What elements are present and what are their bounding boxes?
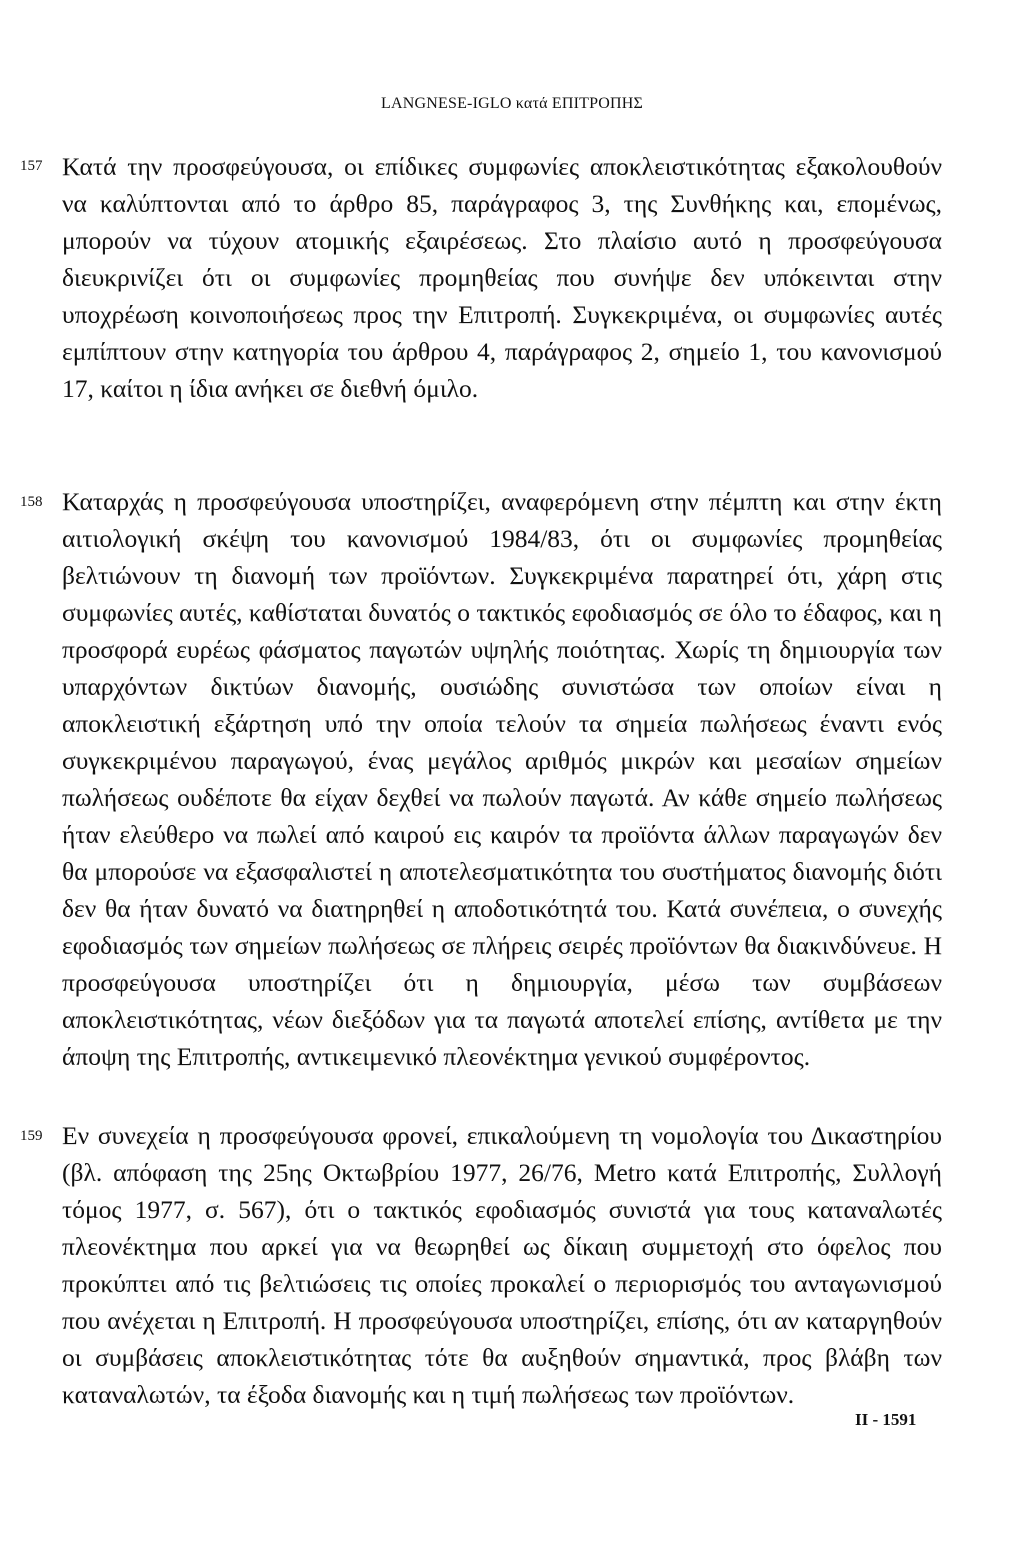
paragraph-number-159: 159 [20, 1128, 43, 1144]
paragraph-number-158: 158 [20, 494, 43, 510]
running-header: LANGNESE-IGLO κατά ΕΠΙΤΡΟΠΗΣ [381, 95, 643, 112]
paragraph-158: Καταρχάς η προσφεύγουσα υποστηρίζει, αναφερόμενη στην πέμπτη και στην έκτη αιτιολογική σκέψη του κανονισμού 1984/83, ότι οι συμφωνίες προμηθείας βελτιώνουν τη διανομή των προϊόντων. Συγκεκριμένα παρατηρεί ότι, χάρη στις συμφωνίες αυτές, καθίσταται δυνατός ο τακτικός εφοδιασμός σε όλο το έδαφος, και η προσφορά ευρέως φάσματος παγωτών υψηλής ποιότητας. Χωρίς τη δημιουργία των υπαρχόντων δικτύων διανομής, ουσιώδης συνιστώσα των οποίων είναι η αποκλειστική εξάρτηση υπό την οποία τελούν τα σημεία πωλήσεως έναντι ενός συγκεκριμένου παραγωγού, ένας μεγάλος αριθμός μικρών και μεσαίων σημείων πωλήσεως ουδέποτε θα είχαν δεχθεί να πωλούν παγωτά. Αν κάθε σημείο πωλήσεως ήταν ελεύθερο να πωλεί από καιρού εις καιρόν τα προϊόντα άλλων παραγωγών δεν θα μπορούσε να εξασφαλιστεί η αποτελεσματικότητα του συστήματος διανομής διότι δεν θα ήταν δυνατό να διατηρηθεί η αποδοτικότητά του. Κατά συνέπεια, ο συνεχής εφοδιασμός των σημείων πωλήσεως σε πλήρεις σειρές προϊόντων θα διακινδύνευε. Η προσφεύγουσα υποστηρίζει ότι η δημιουργία, μέσω των συμβάσεων αποκλειστικότητας, νέων διεξόδων για τα παγωτά αποτελεί επίσης, αντίθετα με την άποψη της Επιτροπής, αντικειμενικό πλεονέκτημα γενικού συμφέροντος. [62, 487, 942, 1071]
paragraph-159: Εν συνεχεία η προσφεύγουσα φρονεί, επικαλούμενη τη νομολογία του Δικαστηρίου (βλ. απόφαση της 25ης Οκτωβρίου 1977, 26/76, Metro κατά Επιτροπής, Συλλογή τόμος 1977, σ. 567), ότι ο τακτικός εφοδιασμός συνιστά για τους καταναλωτές πλεονέκτημα που αρκεί για να θεωρηθεί ως δίκαιη συμμετοχή στο όφελος που προκύπτει από τις βελτιώσεις τις οποίες προκαλεί ο περιορισμός του ανταγωνισμού που ανέχεται η Επιτροπή. Η προσφεύγουσα υποστηρίζει, επίσης, ότι αν καταργηθούν οι συμβάσεις αποκλειστικότητας τότε θα αυξηθούν σημαντικά, προς βλάβη των καταναλωτών, τα έξοδα διανομής και η τιμή πωλήσεως των προϊόντων. [62, 1121, 942, 1409]
paragraph-157: Κατά την προσφεύγουσα, οι επίδικες συμφωνίες αποκλειστικότητας εξακολουθούν να καλύπτονται από το άρθρο 85, παράγραφος 3, της Συνθήκης και, επομένως, μπορούν να τύχουν ατομικής εξαιρέσεως. Στο πλαίσιο αυτό η προσφεύγουσα διευκρινίζει ότι οι συμφωνίες προμηθείας που συνήψε δεν υπόκεινται στην υποχρέωση κοινοποιήσεως προς την Επιτροπή. Συγκεκριμένα, οι συμφωνίες αυτές εμπίπτουν στην κατηγορία του άρθρου 4, παράγραφος 2, σημείο 1, του κανονισμού 17, καίτοι η ίδια ανήκει σε διεθνή όμιλο. [62, 152, 942, 403]
paragraph-number-157: 157 [20, 158, 43, 174]
page-number: II - 1591 [855, 1410, 917, 1429]
